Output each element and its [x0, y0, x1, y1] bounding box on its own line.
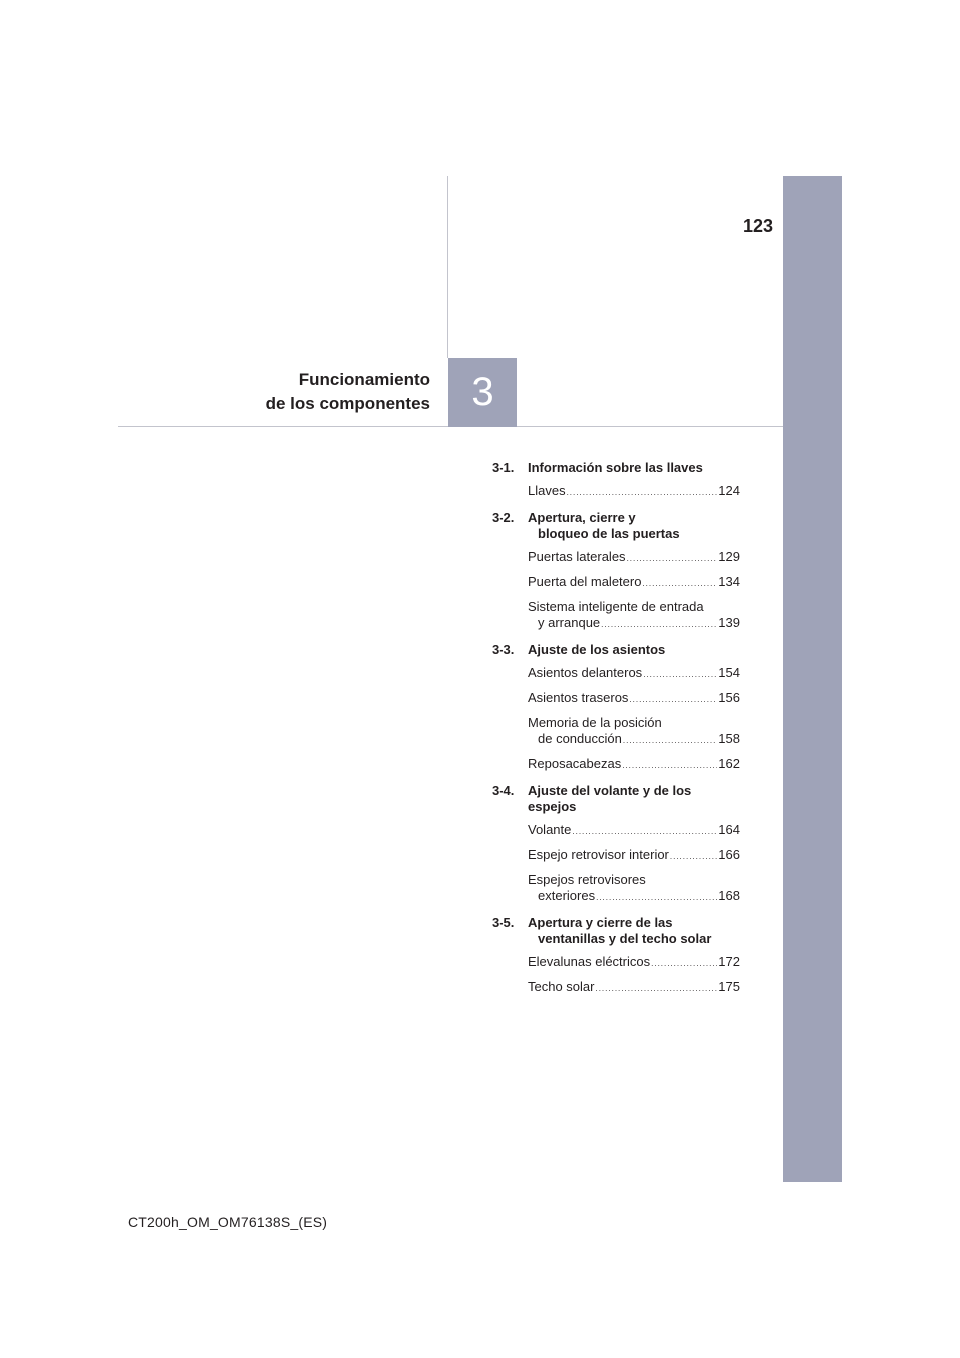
toc-entries [528, 483, 740, 501]
toc-entry-link[interactable] [528, 756, 740, 774]
toc-section-title [528, 510, 740, 542]
toc-entry-label: Elevalunas eléctricos [528, 954, 651, 969]
toc-entry-label: y arranque [538, 615, 601, 630]
vertical-divider [447, 176, 448, 358]
toc-entry-line [528, 549, 740, 567]
toc-entry-line [528, 483, 740, 501]
toc-entry-page-number: 175 [718, 979, 740, 994]
toc-entry-line [528, 690, 740, 708]
toc-section-number: 3-1. [492, 460, 515, 475]
toc-section-heading [492, 460, 740, 476]
toc-entry-link[interactable] [528, 954, 740, 972]
toc-section-title [528, 460, 740, 476]
toc-section-number: 3-4. [492, 783, 515, 798]
dot-leader [651, 956, 717, 972]
toc-section [492, 460, 740, 501]
toc-entries [528, 665, 740, 774]
toc-entry-page-number: 156 [718, 690, 740, 705]
toc-entry-label: Puertas laterales [528, 549, 626, 564]
toc-entry-page-number: 154 [718, 665, 740, 680]
dot-leader [629, 692, 717, 708]
toc-entry-page-number: 134 [718, 574, 740, 589]
toc-section-number: 3-3. [492, 642, 515, 657]
toc-entry-page-number: 124 [718, 483, 740, 498]
toc-section-heading [492, 642, 740, 658]
toc-entry-link[interactable] [528, 574, 740, 592]
toc-entries [528, 954, 740, 997]
dot-leader [627, 551, 718, 567]
toc-section-heading [492, 510, 740, 542]
toc-entry-line [528, 954, 740, 972]
toc-section [492, 915, 740, 997]
page-number: 123 [742, 216, 773, 236]
toc-section-title [528, 915, 740, 947]
toc-section-number: 3-2. [492, 510, 515, 525]
toc-entry-link[interactable] [528, 549, 740, 567]
document-code: CT200h_OM_OM76138S_(ES) [128, 1214, 328, 1230]
toc-entry-label: exteriores [538, 888, 596, 903]
toc-section-title-continued: ventanillas y del techo solar [538, 931, 712, 946]
dot-leader [601, 617, 717, 633]
toc-entry-link[interactable] [528, 847, 740, 865]
toc-entry-line [528, 756, 740, 774]
toc-entry-link[interactable] [528, 822, 740, 840]
toc-entry-line [528, 822, 740, 840]
toc-entry-page-number: 162 [718, 756, 740, 771]
toc-entry-label: Asientos traseros [528, 690, 629, 705]
toc-section-title-text: Información sobre las llaves [528, 460, 703, 475]
dot-leader [572, 824, 717, 840]
toc-entry-link[interactable] [528, 690, 740, 708]
toc-entry-page-number: 168 [718, 888, 740, 903]
chapter-title-line2: de los componentes [265, 394, 430, 413]
toc-entry-line [528, 847, 740, 865]
dot-leader [642, 576, 717, 592]
dot-leader [670, 849, 717, 865]
toc-section-title [528, 642, 740, 658]
toc-entry-line [528, 888, 740, 906]
toc-section-title-text: Apertura, cierre y [528, 510, 636, 525]
toc-entry-link[interactable] [528, 483, 740, 501]
toc-entries [528, 822, 740, 906]
toc-section [492, 642, 740, 774]
toc-entry-page-number: 129 [718, 549, 740, 564]
dot-leader [623, 733, 717, 749]
toc-entry-label: Techo solar [528, 979, 595, 994]
toc-entry-label: Puerta del maletero [528, 574, 642, 589]
toc-entry-label: de conducción [538, 731, 622, 746]
toc-entry-link[interactable] [528, 715, 740, 749]
toc-entry-label-first: Espejos retrovisores [528, 872, 646, 887]
table-of-contents [492, 460, 740, 1006]
toc-section-heading [492, 915, 740, 947]
toc-entry-line [528, 615, 740, 633]
dot-leader [622, 758, 717, 774]
toc-entry-link[interactable] [528, 665, 740, 683]
toc-entry-page-number: 172 [718, 954, 740, 969]
dot-leader [595, 981, 717, 997]
chapter-title [130, 368, 430, 416]
toc-entries [528, 549, 740, 633]
toc-entry-label: Espejo retrovisor interior [528, 847, 669, 862]
toc-entry-label-first: Memoria de la posición [528, 715, 662, 730]
toc-entry-label: Volante [528, 822, 572, 837]
toc-entry-link[interactable] [528, 599, 740, 633]
toc-section [492, 783, 740, 906]
toc-entry-page-number: 164 [718, 822, 740, 837]
toc-entry-line [528, 979, 740, 997]
toc-section-title-text: Ajuste de los asientos [528, 642, 666, 657]
toc-entry-line [528, 731, 740, 749]
toc-entry-page-number: 166 [718, 847, 740, 862]
toc-entry-label-first: Sistema inteligente de entrada [528, 599, 704, 614]
chapter-side-tab [783, 176, 842, 1182]
dot-leader [567, 485, 718, 501]
chapter-title-line1: Funcionamiento [298, 370, 430, 389]
toc-entry-link[interactable] [528, 979, 740, 997]
dot-leader [643, 667, 717, 683]
toc-section [492, 510, 740, 633]
toc-entry-link[interactable] [528, 872, 740, 906]
toc-entry-page-number: 158 [718, 731, 740, 746]
toc-entry-label: Llaves [528, 483, 566, 498]
toc-section-title-continued: bloqueo de las puertas [538, 526, 680, 541]
toc-section-title-text: Ajuste del volante y de los espejos [528, 783, 692, 814]
chapter-number-box: 3 [448, 358, 517, 427]
toc-section-title [528, 783, 740, 815]
toc-entry-page-number: 139 [718, 615, 740, 630]
toc-section-title-text: Apertura y cierre de las [528, 915, 673, 930]
toc-section-number: 3-5. [492, 915, 515, 930]
toc-entry-label: Asientos delanteros [528, 665, 643, 680]
dot-leader [596, 890, 717, 906]
toc-entry-line [528, 665, 740, 683]
toc-section-heading [492, 783, 740, 815]
toc-entry-line [528, 574, 740, 592]
toc-entry-label: Reposacabezas [528, 756, 622, 771]
